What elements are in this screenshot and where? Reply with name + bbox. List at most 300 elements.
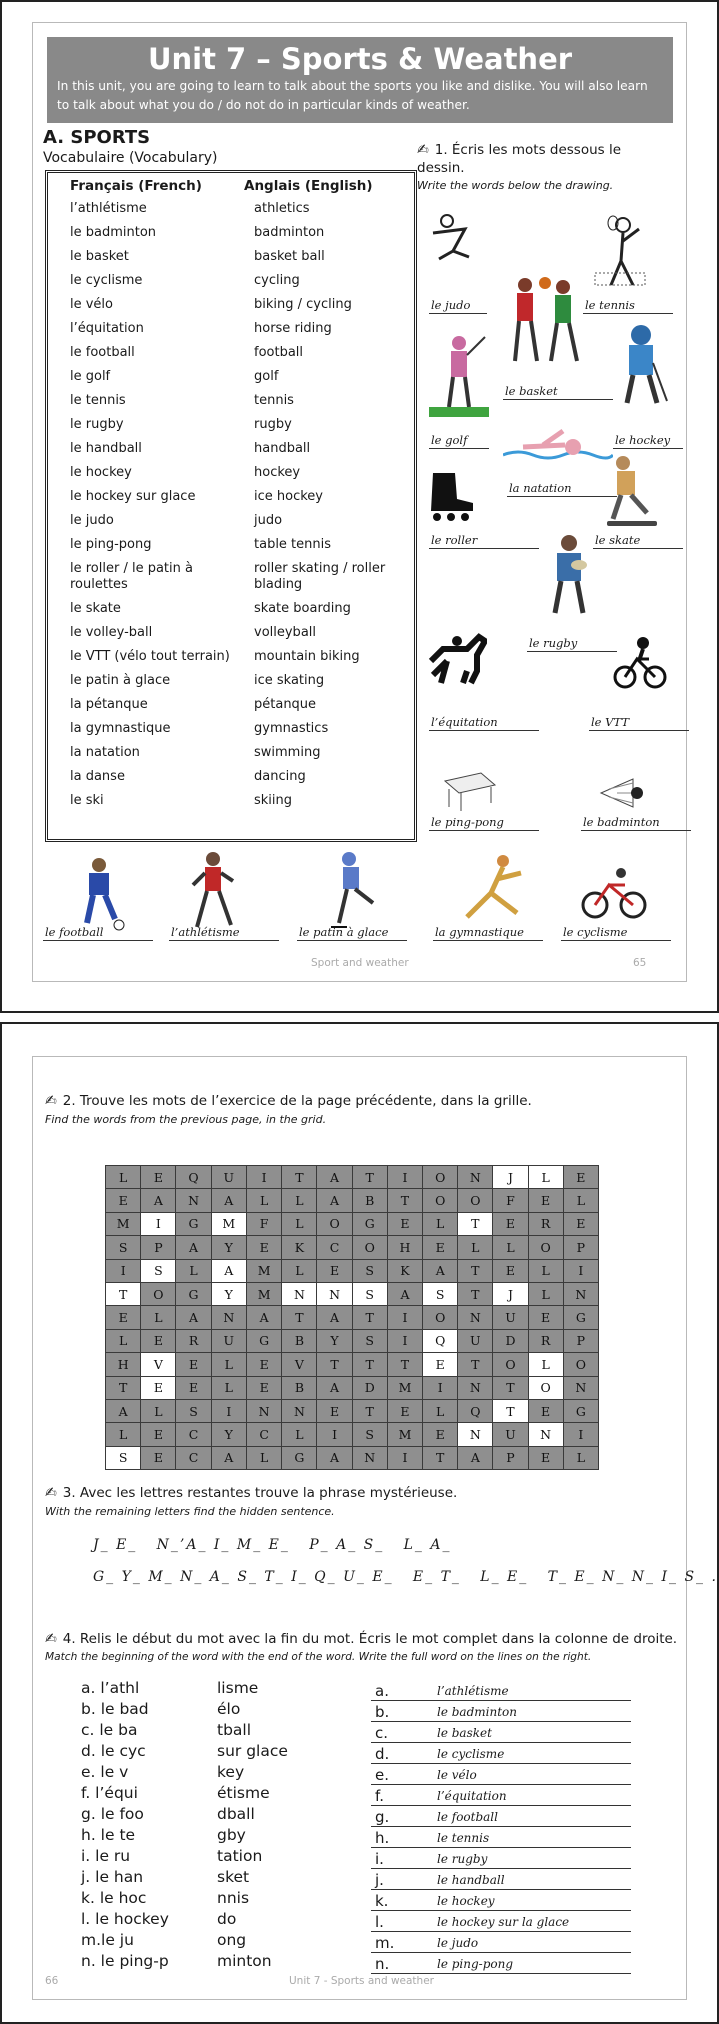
grid-cell[interactable]: L — [423, 1399, 458, 1422]
grid-cell[interactable]: O — [141, 1282, 176, 1305]
grid-cell[interactable]: Y — [211, 1282, 246, 1305]
grid-cell[interactable]: C — [317, 1236, 352, 1259]
vocab-french: la pétanque — [70, 697, 148, 712]
grid-cell[interactable]: G — [563, 1399, 598, 1422]
grid-cell[interactable]: I — [106, 1259, 141, 1282]
grid-cell[interactable]: P — [493, 1446, 528, 1469]
vocab-row — [58, 789, 404, 813]
grid-cell[interactable]: O — [423, 1306, 458, 1329]
grid-cell[interactable]: I — [246, 1166, 281, 1189]
grid-cell[interactable]: C — [246, 1423, 281, 1446]
vocab-row — [58, 437, 404, 461]
page-number: 65 — [633, 957, 647, 969]
grid-cell[interactable]: U — [211, 1166, 246, 1189]
grid-cell[interactable]: A — [141, 1189, 176, 1212]
grid-cell[interactable]: P — [141, 1236, 176, 1259]
grid-cell[interactable]: U — [493, 1423, 528, 1446]
grid-cell[interactable]: D — [352, 1376, 387, 1399]
grid-row — [106, 1212, 599, 1235]
grid-cell[interactable]: T — [387, 1189, 422, 1212]
grid-cell[interactable]: N — [458, 1306, 493, 1329]
grid-cell[interactable]: E — [528, 1189, 563, 1212]
grid-cell[interactable]: L — [282, 1259, 317, 1282]
grid-cell[interactable]: E — [176, 1353, 211, 1376]
grid-cell[interactable]: A — [458, 1446, 493, 1469]
grid-cell[interactable]: L — [563, 1189, 598, 1212]
match-row — [81, 1719, 327, 1740]
exercise-2-text: 2. Trouve les mots de l’exercice de la page précédente, dans la grille. — [62, 1093, 532, 1109]
grid-cell[interactable]: I — [387, 1329, 422, 1352]
grid-cell[interactable]: L — [211, 1376, 246, 1399]
exercise-4-subtitle: Match the beginning of the word with the end of the word. Write the full word on the lines on the right. — [45, 1651, 592, 1663]
grid-cell[interactable]: E — [387, 1399, 422, 1422]
hidden-sentence-line-1: J_ E_ N_’A_ I_ M_ E_ P_ A_ S_ L_ A_ — [93, 1537, 452, 1553]
vocab-french: le tennis — [70, 393, 126, 408]
grid-row — [106, 1423, 599, 1446]
word-ending: nnis — [217, 1888, 250, 1907]
answer-word: le tennis — [437, 1831, 490, 1845]
grid-cell[interactable]: Q — [176, 1166, 211, 1189]
vocab-french: le basket — [70, 249, 129, 264]
grid-cell[interactable]: Q — [458, 1399, 493, 1422]
exercise-1-text: 1. Écris les mots dessous le dessin. — [417, 142, 622, 176]
match-list — [81, 1677, 327, 1971]
vocab-english: gymnastics — [254, 721, 329, 736]
grid-cell[interactable]: O — [423, 1189, 458, 1212]
answer-line[interactable] — [371, 1890, 631, 1911]
grid-cell[interactable]: T — [493, 1399, 528, 1422]
vocab-english: cycling — [254, 273, 300, 288]
grid-cell[interactable]: L — [528, 1353, 563, 1376]
judo-picture — [425, 211, 477, 263]
vocab-english: judo — [254, 513, 283, 528]
grid-cell[interactable]: O — [317, 1212, 352, 1235]
grid-cell[interactable]: E — [246, 1353, 281, 1376]
match-row — [81, 1761, 327, 1782]
grid-cell[interactable]: I — [141, 1212, 176, 1235]
vocab-french: la natation — [70, 745, 140, 760]
grid-cell[interactable]: V — [141, 1353, 176, 1376]
grid-cell[interactable]: L — [528, 1166, 563, 1189]
vocab-english: mountain biking — [254, 649, 360, 664]
label-judo: le judo — [429, 298, 487, 314]
grid-cell[interactable]: M — [387, 1376, 422, 1399]
grid-cell[interactable]: F — [246, 1212, 281, 1235]
exercise-4-title — [45, 1631, 677, 1647]
grid-cell[interactable]: N — [282, 1282, 317, 1305]
label-pingpong: le ping-pong — [429, 815, 539, 831]
grid-cell[interactable]: P — [563, 1236, 598, 1259]
grid-cell[interactable]: L — [493, 1236, 528, 1259]
unit-intro: In this unit, you are going to learn to talk about the sports you like and dislike. You will also learn to talk about what you do / do not do in particular kinds of weather. — [57, 79, 648, 112]
label-athletisme: l’athlétisme — [169, 925, 279, 941]
vocab-header-french: Français (French) — [70, 178, 202, 194]
vocab-english: volleyball — [254, 625, 317, 640]
grid-cell[interactable]: E — [528, 1306, 563, 1329]
word-ending: étisme — [217, 1783, 270, 1802]
grid-cell[interactable]: T — [458, 1259, 493, 1282]
grid-cell[interactable]: P — [563, 1329, 598, 1352]
grid-cell[interactable]: L — [282, 1212, 317, 1235]
vocab-french: l’équitation — [70, 321, 144, 336]
grid-cell[interactable]: T — [352, 1399, 387, 1422]
grid-cell[interactable]: O — [423, 1166, 458, 1189]
grid-cell[interactable]: E — [423, 1353, 458, 1376]
grid-cell[interactable]: Y — [317, 1329, 352, 1352]
vocab-french: le handball — [70, 441, 142, 456]
vocab-row — [58, 741, 404, 765]
vocab-row — [58, 245, 404, 269]
grid-cell[interactable]: A — [106, 1399, 141, 1422]
exercise-1-title — [417, 141, 667, 177]
word-beginning: j. le han — [81, 1867, 144, 1886]
grid-cell[interactable]: A — [317, 1306, 352, 1329]
grid-cell[interactable]: U — [493, 1306, 528, 1329]
answer-line[interactable] — [371, 1848, 631, 1869]
grid-cell[interactable]: S — [352, 1423, 387, 1446]
grid-cell[interactable]: Q — [423, 1329, 458, 1352]
grid-cell[interactable]: N — [352, 1446, 387, 1469]
grid-cell[interactable]: Y — [211, 1423, 246, 1446]
grid-cell[interactable]: S — [106, 1236, 141, 1259]
grid-cell[interactable]: T — [423, 1446, 458, 1469]
grid-cell[interactable]: E — [141, 1446, 176, 1469]
vocab-french: le judo — [70, 513, 114, 528]
grid-cell[interactable]: E — [528, 1399, 563, 1422]
grid-cell[interactable]: N — [211, 1306, 246, 1329]
vtt-picture — [613, 633, 667, 693]
match-row — [81, 1698, 327, 1719]
grid-cell[interactable]: S — [141, 1259, 176, 1282]
grid-cell[interactable]: J — [493, 1282, 528, 1305]
vocab-row — [58, 293, 404, 317]
answer-line[interactable] — [371, 1743, 631, 1764]
answer-line[interactable] — [371, 1911, 631, 1932]
grid-cell[interactable]: L — [282, 1423, 317, 1446]
grid-cell[interactable]: A — [423, 1259, 458, 1282]
grid-cell[interactable]: Y — [211, 1236, 246, 1259]
grid-cell[interactable]: O — [458, 1189, 493, 1212]
grid-cell[interactable]: L — [246, 1189, 281, 1212]
grid-cell[interactable]: O — [352, 1236, 387, 1259]
word-ending: tation — [217, 1846, 263, 1865]
grid-cell[interactable]: A — [176, 1306, 211, 1329]
grid-cell[interactable]: E — [493, 1259, 528, 1282]
grid-cell[interactable]: J — [493, 1166, 528, 1189]
vocab-row — [58, 717, 404, 741]
grid-cell[interactable]: M — [106, 1212, 141, 1235]
grid-cell[interactable]: O — [563, 1353, 598, 1376]
vocab-french: le patin à glace — [70, 673, 171, 688]
label-equitation: l’équitation — [429, 715, 539, 731]
vocab-english: tennis — [254, 393, 294, 408]
exercise-3-subtitle: With the remaining letters find the hidden sentence. — [45, 1505, 335, 1518]
grid-cell[interactable]: E — [246, 1236, 281, 1259]
grid-cell[interactable]: E — [246, 1376, 281, 1399]
grid-row — [106, 1353, 599, 1376]
vocab-english: athletics — [254, 201, 310, 216]
answer-line[interactable] — [371, 1701, 631, 1722]
word-search-grid — [105, 1165, 599, 1470]
grid-cell[interactable]: A — [211, 1189, 246, 1212]
grid-cell[interactable]: V — [282, 1353, 317, 1376]
match-row — [81, 1929, 327, 1950]
grid-cell[interactable]: M — [387, 1423, 422, 1446]
grid-cell[interactable]: A — [387, 1282, 422, 1305]
grid-cell[interactable]: I — [211, 1399, 246, 1422]
answer-letter: g. — [375, 1808, 390, 1826]
grid-row — [106, 1282, 599, 1305]
grid-cell[interactable]: E — [176, 1376, 211, 1399]
answer-letter: n. — [375, 1955, 390, 1973]
grid-cell[interactable]: E — [528, 1446, 563, 1469]
grid-row — [106, 1329, 599, 1352]
grid-row — [106, 1166, 599, 1189]
grid-cell[interactable]: L — [458, 1236, 493, 1259]
grid-cell[interactable]: E — [493, 1212, 528, 1235]
grid-cell[interactable]: N — [458, 1376, 493, 1399]
answer-word: le hockey — [437, 1894, 495, 1908]
exercise-2-title — [45, 1093, 532, 1109]
grid-cell[interactable]: N — [176, 1189, 211, 1212]
grid-cell[interactable]: G — [282, 1446, 317, 1469]
answer-line[interactable] — [371, 1827, 631, 1848]
grid-cell[interactable]: I — [387, 1166, 422, 1189]
grid-cell[interactable]: M — [211, 1212, 246, 1235]
label-badminton: le badminton — [581, 815, 691, 831]
grid-cell[interactable]: E — [141, 1376, 176, 1399]
grid-cell[interactable]: I — [317, 1423, 352, 1446]
section-heading: A. SPORTS — [43, 127, 151, 148]
vocab-row — [58, 485, 404, 509]
grid-cell[interactable]: N — [282, 1399, 317, 1422]
answer-line[interactable] — [371, 1680, 631, 1701]
label-tennis: le tennis — [583, 298, 673, 314]
grid-cell[interactable]: L — [106, 1423, 141, 1446]
word-ending: ong — [217, 1930, 247, 1949]
grid-cell[interactable]: E — [106, 1306, 141, 1329]
grid-cell[interactable]: N — [458, 1166, 493, 1189]
grid-cell[interactable]: R — [528, 1329, 563, 1352]
page-65-frame — [32, 22, 687, 982]
pencil-icon: ✍ — [417, 142, 429, 158]
grid-cell[interactable]: L — [211, 1353, 246, 1376]
grid-cell[interactable]: T — [317, 1353, 352, 1376]
grid-cell[interactable]: T — [458, 1212, 493, 1235]
word-beginning: e. le v — [81, 1762, 129, 1781]
grid-cell[interactable]: T — [352, 1306, 387, 1329]
grid-cell[interactable]: G — [176, 1212, 211, 1235]
grid-cell[interactable]: L — [528, 1282, 563, 1305]
grid-cell[interactable]: N — [563, 1376, 598, 1399]
grid-cell[interactable]: S — [352, 1329, 387, 1352]
answer-word: l’athlétisme — [437, 1684, 509, 1698]
vocab-french: l’athlétisme — [70, 201, 147, 216]
grid-cell[interactable]: E — [317, 1259, 352, 1282]
grid-cell[interactable]: T — [458, 1353, 493, 1376]
grid-cell[interactable]: N — [528, 1423, 563, 1446]
grid-cell[interactable]: R — [528, 1212, 563, 1235]
grid-cell[interactable]: C — [176, 1423, 211, 1446]
grid-cell[interactable]: T — [106, 1282, 141, 1305]
grid-cell[interactable]: A — [317, 1166, 352, 1189]
grid-cell[interactable]: E — [141, 1329, 176, 1352]
answer-line[interactable] — [371, 1785, 631, 1806]
label-patin: le patin à glace — [297, 925, 407, 941]
grid-cell[interactable]: D — [493, 1329, 528, 1352]
grid-cell[interactable]: L — [106, 1329, 141, 1352]
grid-cell[interactable]: A — [211, 1259, 246, 1282]
grid-cell[interactable]: T — [458, 1282, 493, 1305]
grid-cell[interactable]: G — [246, 1329, 281, 1352]
match-row — [81, 1908, 327, 1929]
grid-cell[interactable]: L — [141, 1399, 176, 1422]
grid-cell[interactable]: L — [141, 1306, 176, 1329]
grid-row — [106, 1189, 599, 1212]
grid-cell[interactable]: T — [352, 1353, 387, 1376]
grid-cell[interactable]: T — [493, 1376, 528, 1399]
vocab-row — [58, 197, 404, 221]
grid-cell[interactable]: T — [387, 1353, 422, 1376]
grid-cell[interactable]: B — [282, 1376, 317, 1399]
grid-cell[interactable]: S — [352, 1259, 387, 1282]
answer-line[interactable] — [371, 1932, 631, 1953]
grid-cell[interactable]: S — [106, 1446, 141, 1469]
answer-word: le basket — [437, 1726, 492, 1740]
vocab-french: le volley-ball — [70, 625, 153, 640]
grid-cell[interactable]: N — [458, 1423, 493, 1446]
grid-row — [106, 1446, 599, 1469]
answer-line[interactable] — [371, 1869, 631, 1890]
word-beginning: l. le hockey — [81, 1909, 169, 1928]
answer-line[interactable] — [371, 1953, 631, 1974]
label-cyclisme: le cyclisme — [561, 925, 671, 941]
grid-cell[interactable]: A — [176, 1236, 211, 1259]
grid-cell[interactable]: O — [493, 1353, 528, 1376]
grid-cell[interactable]: S — [423, 1282, 458, 1305]
exercise-3-text: 3. Avec les lettres restantes trouve la phrase mystérieuse. — [62, 1485, 458, 1501]
grid-cell[interactable]: E — [423, 1423, 458, 1446]
grid-cell[interactable]: I — [423, 1376, 458, 1399]
answer-line[interactable] — [371, 1764, 631, 1785]
grid-cell[interactable]: B — [352, 1189, 387, 1212]
grid-cell[interactable]: L — [423, 1212, 458, 1235]
grid-cell[interactable]: H — [387, 1236, 422, 1259]
roller-picture — [425, 469, 477, 523]
grid-cell[interactable]: G — [352, 1212, 387, 1235]
grid-cell[interactable]: L — [528, 1259, 563, 1282]
grid-cell[interactable]: L — [246, 1446, 281, 1469]
vocab-french: le skate — [70, 601, 121, 616]
vocab-english: swimming — [254, 745, 321, 760]
page-66-frame — [32, 1056, 718, 2000]
word-beginning: g. le foo — [81, 1804, 144, 1823]
grid-cell[interactable]: L — [563, 1446, 598, 1469]
grid-cell[interactable]: N — [317, 1282, 352, 1305]
grid-cell[interactable]: E — [141, 1423, 176, 1446]
answer-line[interactable] — [371, 1722, 631, 1743]
grid-cell[interactable]: E — [106, 1189, 141, 1212]
grid-cell[interactable]: I — [563, 1423, 598, 1446]
grid-cell[interactable]: E — [563, 1212, 598, 1235]
grid-row — [106, 1236, 599, 1259]
skate-picture — [603, 453, 663, 533]
grid-cell[interactable]: S — [352, 1282, 387, 1305]
vocab-row — [58, 317, 404, 341]
grid-cell[interactable]: I — [387, 1306, 422, 1329]
pingpong-picture — [441, 763, 497, 815]
grid-cell[interactable]: H — [106, 1353, 141, 1376]
vocab-english: skate boarding — [254, 601, 351, 616]
grid-cell[interactable]: N — [246, 1399, 281, 1422]
label-gymnastique: la gymnastique — [433, 925, 543, 941]
vocab-row — [58, 365, 404, 389]
grid-cell[interactable]: F — [493, 1189, 528, 1212]
grid-cell[interactable]: R — [176, 1329, 211, 1352]
grid-cell[interactable]: A — [211, 1446, 246, 1469]
grid-cell[interactable]: U — [211, 1329, 246, 1352]
answer-word: le badminton — [437, 1705, 517, 1719]
vocab-english: badminton — [254, 225, 325, 240]
grid-cell[interactable]: L — [106, 1166, 141, 1189]
grid-cell[interactable]: G — [176, 1282, 211, 1305]
grid-cell[interactable]: M — [246, 1282, 281, 1305]
vocab-french: le ski — [70, 793, 104, 808]
grid-cell[interactable]: T — [352, 1166, 387, 1189]
grid-cell[interactable]: S — [176, 1399, 211, 1422]
grid-cell[interactable]: O — [528, 1236, 563, 1259]
grid-cell[interactable]: O — [528, 1376, 563, 1399]
grid-cell[interactable]: C — [176, 1446, 211, 1469]
grid-cell[interactable]: T — [282, 1166, 317, 1189]
grid-cell[interactable]: E — [387, 1212, 422, 1235]
answer-line[interactable] — [371, 1806, 631, 1827]
word-ending: lisme — [217, 1678, 259, 1697]
grid-cell[interactable]: E — [423, 1236, 458, 1259]
grid-cell[interactable]: N — [563, 1282, 598, 1305]
grid-cell[interactable]: L — [282, 1189, 317, 1212]
grid-cell[interactable]: K — [282, 1236, 317, 1259]
vocab-french: le hockey sur glace — [70, 489, 196, 504]
grid-cell[interactable]: M — [246, 1259, 281, 1282]
label-football: le football — [43, 925, 153, 941]
grid-cell[interactable]: I — [563, 1259, 598, 1282]
vocab-english: pétanque — [254, 697, 317, 712]
grid-cell[interactable]: E — [317, 1399, 352, 1422]
grid-cell[interactable]: I — [387, 1446, 422, 1469]
word-beginning: h. le te — [81, 1825, 136, 1844]
grid-cell[interactable]: K — [387, 1259, 422, 1282]
grid-cell[interactable]: A — [317, 1189, 352, 1212]
vocab-french: le ping-pong — [70, 537, 152, 552]
grid-cell[interactable]: A — [317, 1446, 352, 1469]
grid-cell[interactable]: T — [106, 1376, 141, 1399]
grid-cell[interactable]: A — [317, 1376, 352, 1399]
grid-cell[interactable]: A — [246, 1306, 281, 1329]
match-row — [81, 1887, 327, 1908]
grid-cell[interactable]: T — [282, 1306, 317, 1329]
grid-cell[interactable]: E — [563, 1166, 598, 1189]
vocab-english: football — [254, 345, 304, 360]
grid-cell[interactable]: L — [176, 1259, 211, 1282]
grid-cell[interactable]: B — [282, 1329, 317, 1352]
vocab-french: le VTT (vélo tout terrain) — [70, 649, 230, 664]
athletisme-picture — [191, 851, 237, 935]
grid-cell[interactable]: G — [563, 1306, 598, 1329]
grid-cell[interactable]: E — [141, 1166, 176, 1189]
word-ending: key — [217, 1762, 245, 1781]
grid-cell[interactable]: U — [458, 1329, 493, 1352]
